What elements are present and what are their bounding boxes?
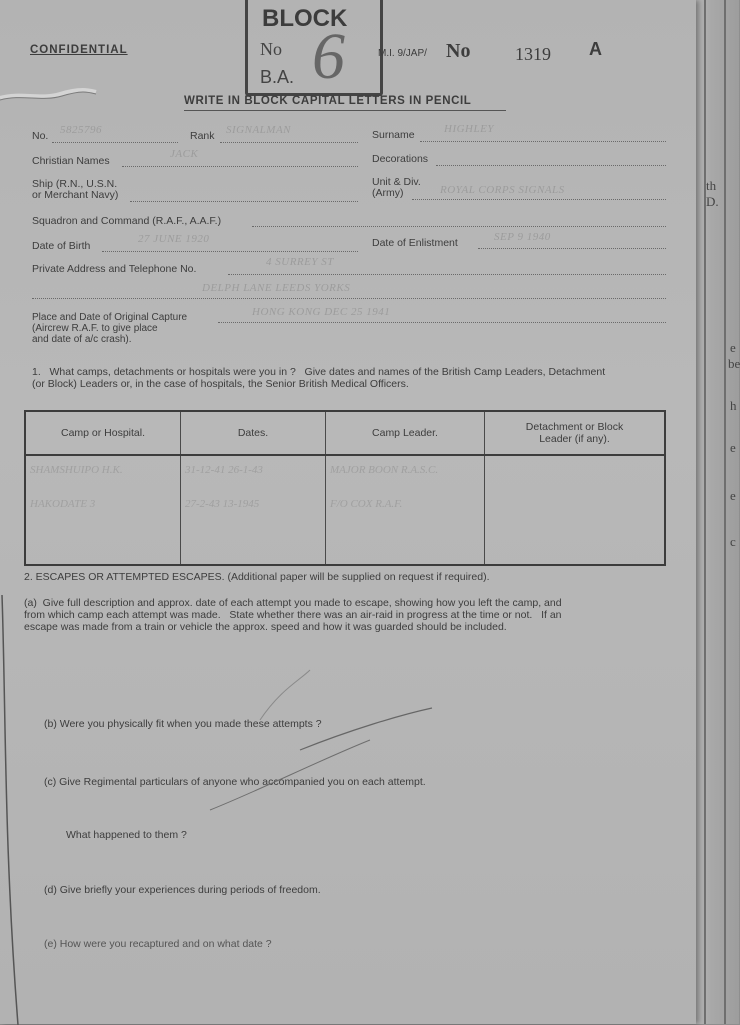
leader-entry: F/O COX R.A.F. (330, 498, 403, 510)
col-camp-header: Camp or Hospital. (25, 411, 181, 455)
dates-cell (181, 455, 326, 565)
stamp-block-text: BLOCK (262, 5, 348, 32)
ship-label: Ship (R.N., U.S.N. or Merchant Navy) (32, 178, 119, 201)
side-text-fragment: D. (706, 194, 719, 209)
address-label: Private Address and Telephone No. (32, 263, 197, 275)
field-line (478, 248, 666, 249)
question-2c-followup: What happened to them ? (66, 829, 187, 841)
dob-value: 27 JUNE 1920 (138, 233, 210, 245)
decorations-label: Decorations (372, 153, 429, 165)
camp-cell (25, 455, 181, 565)
camps-table (24, 410, 666, 566)
pencil-scribble (200, 660, 460, 820)
number-label: No (446, 40, 471, 62)
form-reference: M.I. 9/JAP/ (378, 48, 427, 59)
field-line (32, 298, 666, 299)
field-line (52, 142, 178, 143)
field-line (102, 251, 358, 252)
surname-label: Surname (372, 129, 415, 141)
dob-label: Date of Birth (32, 240, 91, 252)
col-detachment-header: Detachment or Block Leader (if any). (485, 411, 666, 455)
instruction-underline (184, 110, 506, 111)
question-2a: (a) Give full description and approx. date of each attempt you made to escape, showing how you left the camp, and from which camp each attempt was made. State whether there was an air-raid in progress at the time or not. If an escape was made from a train or vehicle the approx. speed and how it was guarded should be included. (24, 597, 562, 633)
underlying-pages (690, 0, 739, 1024)
question-2e: (e) How were you recaptured and on what date ? (44, 938, 272, 950)
table-row (25, 455, 665, 565)
field-line (436, 165, 666, 166)
unit-value: ROYAL CORPS SIGNALS (440, 184, 565, 196)
squadron-label: Squadron and Command (R.A.F., A.A.F.) (32, 215, 222, 227)
side-text-fragment: be (728, 356, 740, 371)
col-dates-header: Dates. (181, 411, 326, 455)
col-leader-header: Camp Leader. (326, 411, 485, 455)
paper-edge-shadow (0, 595, 20, 1025)
side-text-fragment: e (730, 488, 736, 503)
question-2c: (c) Give Regimental particulars of anyone who accompanied you on each attempt. (44, 776, 426, 788)
side-text-fragment: c (730, 534, 736, 549)
question-2d: (d) Give briefly your experiences during periods of freedom. (44, 884, 321, 896)
side-text-fragment: h (730, 398, 737, 413)
table-header-row (25, 411, 665, 455)
leader-cell (326, 455, 485, 565)
camp-entry: SHAMSHUIPO H.K. (30, 464, 123, 476)
leader-entry: MAJOR BOON R.A.S.C. (330, 464, 439, 476)
detachment-cell (485, 455, 666, 565)
service-no-value: 5825796 (60, 124, 102, 136)
field-line (252, 226, 666, 227)
service-no-label: No. (32, 130, 49, 142)
rank-value: SIGNALMAN (226, 124, 291, 136)
side-text-fragment: th (706, 178, 717, 193)
stamp-block-number: 6 (312, 20, 345, 93)
form-number: 1319 (515, 44, 551, 64)
dates-entry: 31-12-41 26-1-43 (185, 464, 263, 476)
enlistment-value: SEP 9 1940 (494, 231, 551, 243)
instruction-heading: WRITE IN BLOCK CAPITAL LETTERS IN PENCIL (184, 95, 472, 107)
surname-value: HIGHLEY (444, 123, 494, 135)
side-text-fragment: e (730, 440, 736, 455)
capture-value: HONG KONG DEC 25 1941 (252, 306, 391, 318)
question-1: 1. What camps, detachments or hospitals were you in ? Give dates and names of the British Camp Leaders, Detachment (or Block) Leaders or, in the case of hospitals, the Senior British Medical Officers. (32, 366, 606, 390)
enlistment-label: Date of Enlistment (372, 237, 458, 249)
unit-label: Unit & Div. (Army) (372, 176, 421, 199)
page-edge (724, 0, 726, 1024)
camp-entry: HAKODATE 3 (30, 498, 96, 510)
field-line (220, 142, 358, 143)
rank-label: Rank (190, 130, 215, 142)
field-line (228, 274, 666, 275)
field-line (130, 201, 358, 202)
question-2b: (b) Were you physically fit when you made these attempts ? (44, 718, 322, 730)
page-edge (704, 0, 706, 1024)
field-line (122, 166, 358, 167)
christian-names-value: JACK (170, 148, 199, 160)
address-line2: DELPH LANE LEEDS YORKS (202, 282, 351, 294)
field-line (218, 322, 666, 323)
field-line (412, 199, 666, 200)
stamp-no-text: No (260, 39, 282, 59)
christian-names-label: Christian Names (32, 155, 110, 167)
stamp-ba-text: B.A. (260, 67, 295, 87)
dates-entry: 27-2-43 13-1945 (185, 498, 260, 510)
field-line (420, 141, 666, 142)
address-line1: 4 SURREY ST (266, 256, 334, 268)
binding-string (0, 82, 96, 104)
form-suffix: A (589, 39, 602, 59)
confidential-label: CONFIDENTIAL (30, 44, 128, 56)
side-text-fragment: e (730, 340, 736, 355)
capture-label: Place and Date of Original Capture (Aircrew R.A.F. to give place and date of a/c crash). (32, 312, 188, 345)
question-2-heading: 2. ESCAPES OR ATTEMPTED ESCAPES. (Additional paper will be supplied on request if required). (24, 571, 490, 583)
block-stamp (245, 0, 383, 96)
